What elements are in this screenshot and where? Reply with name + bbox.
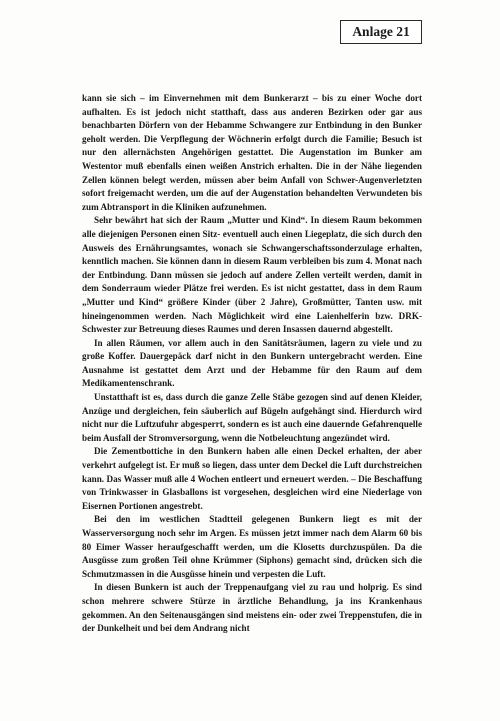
- paragraph: In diesen Bunkern ist auch der Treppenaufgang viel zu rau und holprig. Es sind schon mehrere schwere Stürze in ärztliche Behandlung, ja ins Krankenhaus gekommen. An den Seitenausgängen sind meistens ein- oder zwei Treppenstufen, die in der Dunkelheit und bei dem Andrang nicht: [82, 582, 422, 634]
- document-body: [82, 92, 422, 636]
- appendix-label: Anlage 21: [352, 24, 410, 39]
- appendix-label-box: [340, 20, 422, 44]
- paragraph: In allen Räumen, vor allem auch in den Sanitätsräumen, lagern zu viele und zu große Koffer. Dauergepäck darf nicht in den Bunkern untergebracht werden. Eine Ausnahme ist gestattet dem Arzt und der Hebamme für den Raum auf dem Medikamentenschrank.: [82, 337, 422, 389]
- paragraph: Sehr bewährt hat sich der Raum „Mutter und Kind“. In diesem Raum bekommen alle diejenigen Personen einen Sitz- eventuell auch einen Liegeplatz, die sich durch den Ausweis des Ernährungsamtes, wonach sie Schwangerschaftssonderzulage erhalten, kenntlich machen. Sie können dann in diesem Raum verbleiben bis zum 4. Monat nach der Entbindung. Dann müssen sie jedoch auf andere Zellen verteilt werden, damit in dem Sonderraum wieder Plätze frei werden. Es ist nicht gestattet, dass in dem Raum „Mutter und Kind“ größere Kinder (über 2 Jahre), Großmütter, Tanten usw. mit hineingenommen werden. Nach Möglichkeit wird eine Laienhelferin bzw. DRK-Schwester zur Betreuung dieses Raumes und deren Insassen dauernd abgestellt.: [82, 215, 422, 335]
- paragraph: Bei den im westlichen Stadtteil gelegenen Bunkern liegt es mit der Wasserversorgung noch sehr im Argen. Es müssen jetzt immer nach dem Alarm 60 bis 80 Eimer Wasser heraufgeschafft werden, um die Klosetts durchzuspülen. Da die Ausgüsse zum großen Teil ohne Krümmer (Siphons) gemacht sind, drücken sich die Schmutzmassen in die Ausgüsse hinein und verpesten die Luft.: [82, 514, 422, 579]
- paragraph: Die Zementbottiche in den Bunkern haben alle einen Deckel erhalten, der aber verkehrt aufgelegt ist. Er muß so liegen, dass unter dem Deckel die Luft durchstreichen kann. Das Wasser muß alle 4 Wochen entleert und erneuert werden. – Die Beschaffung von Trinkwasser in Glasballons ist vorgesehen, desgleichen wird eine Niederlage von Eisernen Portionen angestrebt.: [82, 446, 422, 511]
- paragraph: Unstatthaft ist es, dass durch die ganze Zelle Stäbe gezogen sind auf denen Kleider, Anzüge und dergleichen, fein säuberlich auf Bügeln aufgehängt sind. Hierdurch wird nicht nur die Luftzufuhr abgesperrt, sondern es ist auch eine dauernde Gefahrenquelle beim Ausfall der Stromversorgung, wenn die Notbeleuchtung angezündet wird.: [82, 392, 422, 443]
- paragraph: kann sie sich – im Einvernehmen mit dem Bunkerarzt – bis zu einer Woche dort aufhalten. Es ist jedoch nicht statthaft, dass aus anderen Bezirken oder gar aus benachbarten Dörfern von der Hebamme Schwangere zur Entbindung in den Bunker geholt werden. Die Verpflegung der Wöchnerin erfolgt durch die Familie; Besuch ist nur den allernächsten Angehörigen gestattet. Die Augenstation im Bunker am Westentor muß ebenfalls einen weißen Anstrich erhalten. Die in der Nähe liegenden Zellen können belegt werden, müssen aber beim Anfall von Schwer-Augenverletzten sofort freigemacht werden, um die auf der Augenstation behandelten Verwundeten bis zum Abtransport in die Kliniken aufzunehmen.: [82, 93, 422, 212]
